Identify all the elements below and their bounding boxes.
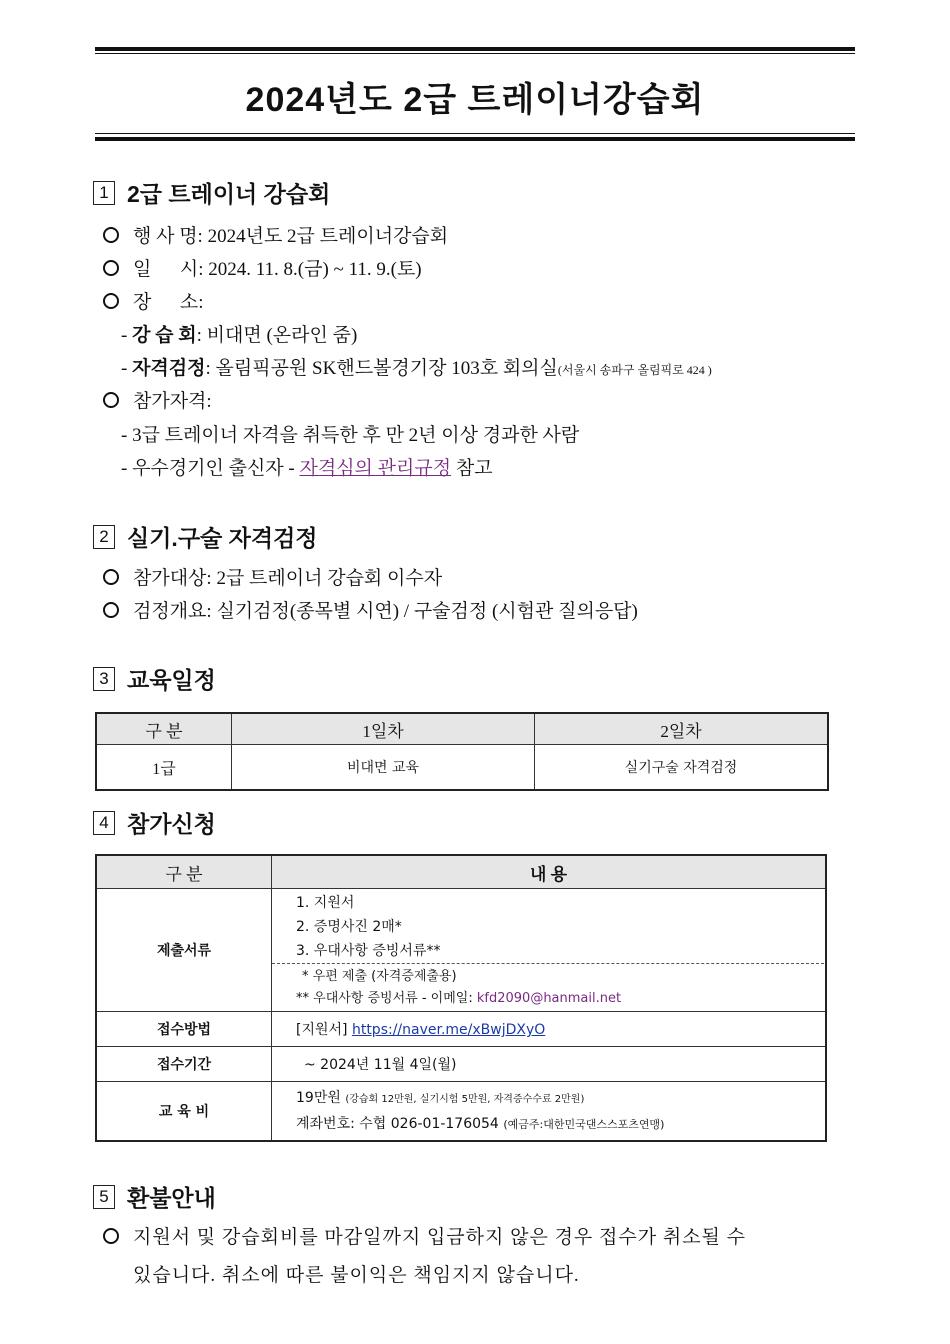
application-table: [95, 854, 827, 1142]
schedule-table: [95, 712, 829, 791]
application-link[interactable]: https://naver.me/xBwjDXyO: [351, 1022, 546, 1038]
section-title: 참가신청: [127, 811, 216, 837]
section-4-heading: [93, 806, 216, 839]
period-label: 접수기간: [96, 1047, 272, 1082]
note-item: ** 우대사항 증빙서류 - 이메일: kfd2090@hanmail.net: [296, 990, 622, 1006]
section-title: 교육일정: [127, 667, 216, 693]
table-row: [96, 1047, 826, 1082]
table-header: 1일차: [232, 713, 535, 745]
method-label: 접수방법: [96, 1012, 272, 1047]
overview-line: 검정개요: 실기검정(종목별 시연) / 구술검정 (시험관 질의응답): [103, 596, 638, 623]
section-number: 4: [93, 811, 115, 835]
bullet-icon: [103, 569, 119, 585]
document-title: 2024년도 2급 트레이너강습회: [245, 81, 705, 119]
section-number: 1: [93, 181, 115, 205]
section-title: 환불안내: [127, 1185, 216, 1211]
refund-line-2: 있습니다. 취소에 따른 불이익은 책임지지 않습니다.: [133, 1265, 580, 1286]
title-top-rule-thin: [95, 53, 855, 54]
title-bottom-rule: [95, 137, 855, 141]
title-bottom-rule-thin: [95, 133, 855, 134]
target-line: 참가대상: 2급 트레이너 강습회 이수자: [103, 563, 442, 590]
title-top-rule: [95, 47, 855, 51]
bullet-icon: [103, 392, 119, 408]
table-header: 구 분: [96, 855, 272, 889]
doc-item: 2. 증명사진 2매*: [296, 918, 402, 935]
bullet-icon: [103, 293, 119, 309]
eligibility-item-2: - 우수경기인 출신자 - 자격심의 관리규정 참고: [121, 458, 493, 479]
regulation-link[interactable]: 자격심의 관리규정: [299, 458, 452, 479]
section-title: 2급 트레이너 강습회: [127, 181, 331, 207]
fee-line: 19만원 (강습회 12만원, 실기시험 5만원, 자격증수수료 2만원): [296, 1090, 585, 1106]
section-number: 5: [93, 1185, 115, 1209]
docs-label: 제출서류: [96, 889, 272, 1012]
place-line: 장 소:: [103, 287, 204, 314]
table-header: 2일차: [535, 713, 829, 745]
bullet-icon: [103, 602, 119, 618]
docs-cell: [272, 889, 827, 1012]
account-line: 계좌번호: 수협 026-01-176054 (예금주:대한민국댄스스포츠연맹): [296, 1116, 665, 1132]
table-row: [96, 745, 828, 791]
table-row: [96, 889, 826, 1012]
table-cell: 실기구술 자격검정: [535, 745, 829, 791]
table-header-row: [96, 855, 826, 889]
bullet-icon: [103, 227, 119, 243]
place-exam-line: - 자격검정: 올림픽공원 SK핸드볼경기장 103호 회의실(서울시 송파구 올림픽로 424 ): [121, 358, 712, 379]
section-3-heading: [93, 662, 216, 695]
table-header: 내 용: [272, 855, 827, 889]
doc-item: 3. 우대사항 증빙서류**: [296, 942, 441, 959]
eligibility-line: 참가자격:: [103, 386, 212, 413]
section-number: 3: [93, 667, 115, 691]
place-session-line: - 강 습 회: 비대면 (온라인 줌): [121, 325, 358, 346]
section-2-heading: [93, 520, 318, 553]
fee-cell: [272, 1082, 827, 1142]
email-link[interactable]: kfd2090@hanmail.net: [476, 990, 622, 1006]
section-5-heading: [93, 1180, 216, 1213]
table-cell: 비대면 교육: [232, 745, 535, 791]
table-row: [96, 1082, 826, 1142]
section-number: 2: [93, 525, 115, 549]
bullet-icon: [103, 1228, 119, 1244]
fee-label: 교 육 비: [96, 1082, 272, 1142]
bullet-icon: [103, 260, 119, 276]
table-header: 구 분: [96, 713, 232, 745]
eligibility-item-1: - 3급 트레이너 자격을 취득한 후 만 2년 이상 경과한 사람: [121, 425, 580, 446]
event-name-line: 행 사 명: 2024년도 2급 트레이너강습회: [103, 221, 448, 248]
period-cell: ~ 2024년 11월 4일(월): [272, 1047, 827, 1082]
method-cell: [지원서] https://naver.me/xBwjDXyO: [272, 1012, 827, 1047]
note-item: * 우편 제출 (자격증제출용): [302, 968, 457, 984]
refund-line-1: 지원서 및 강습회비를 마감일까지 입금하지 않은 경우 접수가 취소될 수: [103, 1222, 746, 1249]
section-1-heading: [93, 176, 330, 209]
table-row: [96, 1012, 826, 1047]
docs-notes: [272, 963, 824, 1010]
section-title: 실기.구술 자격검정: [127, 525, 318, 551]
doc-item: 1. 지원서: [296, 894, 355, 911]
table-header-row: [96, 713, 828, 745]
table-cell: 1급: [96, 745, 232, 791]
date-line: 일 시: 2024. 11. 8.(금) ~ 11. 9.(토): [103, 254, 422, 281]
